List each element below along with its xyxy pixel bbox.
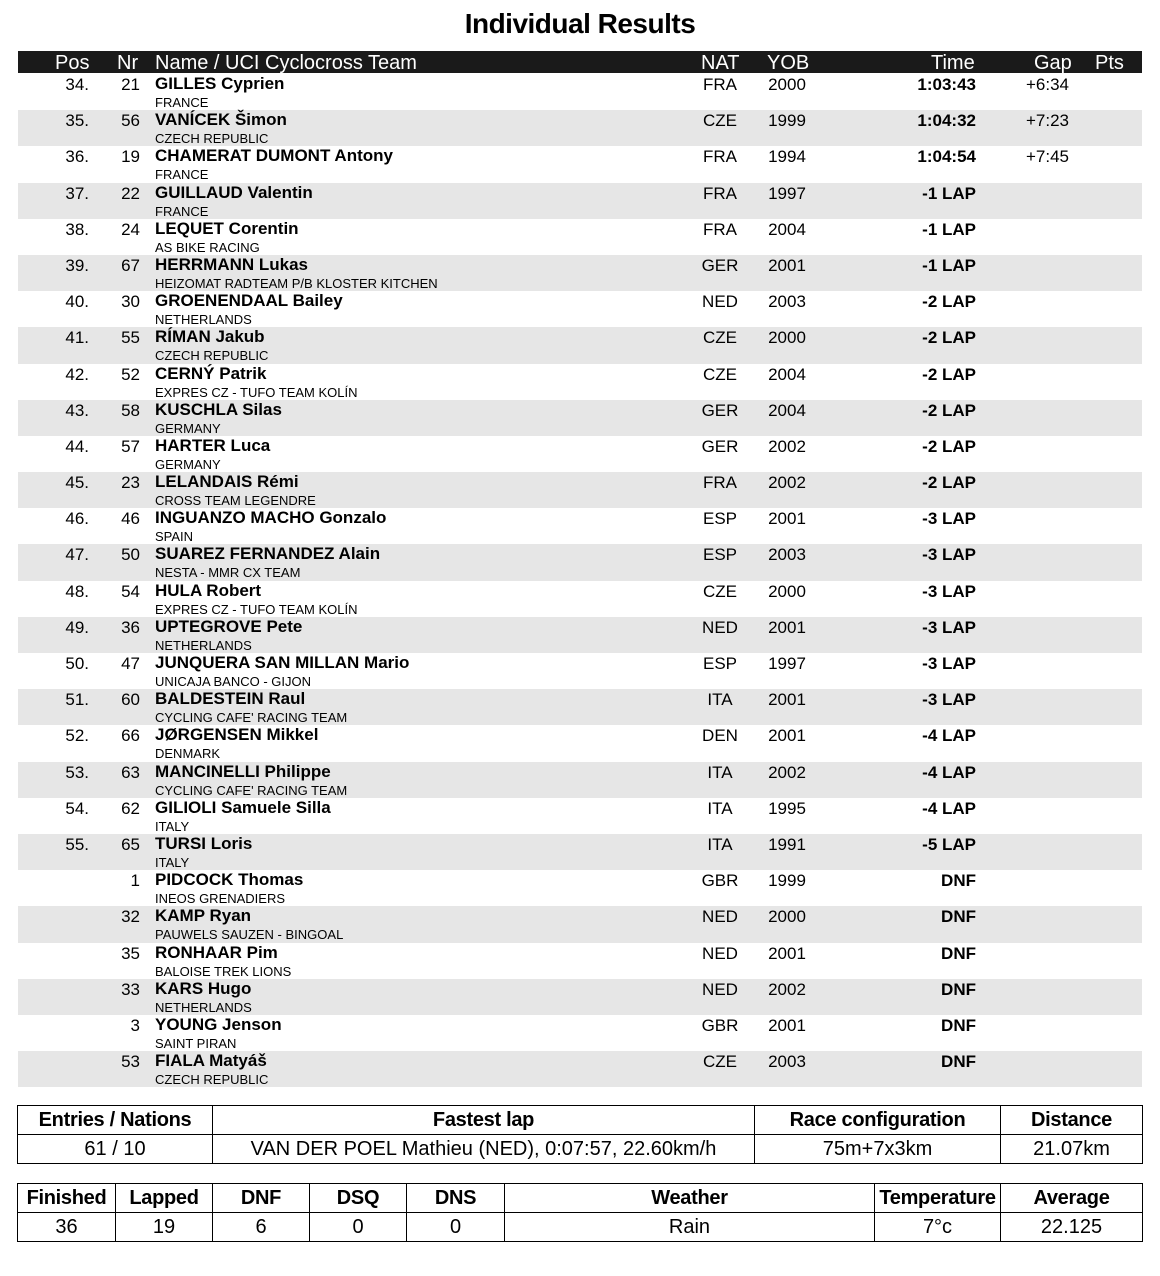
rider-number: 56 [121, 111, 140, 131]
rider-nationality: FRA [703, 75, 737, 94]
rider-number: 23 [121, 473, 140, 493]
table-row [18, 1015, 1142, 1051]
rider-time: 1:04:54 [917, 147, 976, 167]
rider-team: CZECH REPUBLIC [155, 348, 269, 364]
rider-position: 34. [65, 75, 89, 94]
page-title: Individual Results [464, 8, 696, 39]
rider-time: DNF [941, 907, 976, 927]
rider-time: -4 LAP [922, 726, 976, 746]
rider-position: 46. [65, 509, 89, 529]
rider-team: CZECH REPUBLIC [155, 131, 269, 147]
rider-year-of-birth: 2001 [768, 1015, 806, 1035]
summary-entries-value: 61 / 10 [18, 1135, 213, 1164]
stats-lapped-value: 19 [116, 1213, 213, 1242]
rider-year-of-birth: 1994 [768, 147, 806, 167]
rider-name: LELANDAIS Rémi [155, 472, 299, 492]
rider-nationality: FRA [703, 147, 737, 167]
stats-header-dns: DNS [407, 1184, 505, 1213]
rider-number: 1 [130, 871, 140, 891]
rider-name: RONHAAR Pim [155, 942, 278, 962]
stats-dns-value: 0 [407, 1213, 505, 1242]
rider-number: 65 [121, 834, 140, 854]
rider-year-of-birth: 2000 [768, 581, 806, 601]
table-row [18, 74, 1142, 110]
rider-number: 60 [121, 690, 140, 710]
rider-position: 50. [65, 654, 89, 673]
rider-nationality: NED [702, 617, 738, 637]
rider-team: AS BIKE RACING [155, 239, 260, 255]
rider-year-of-birth: 2004 [768, 219, 806, 239]
rider-name: GILIOLI Samuele Silla [155, 797, 331, 817]
table-row [18, 725, 1142, 761]
rider-name: HARTER Luca [155, 435, 271, 455]
rider-name: CERNÝ Patrik [155, 363, 267, 383]
rider-name: UPTEGROVE Pete [155, 616, 303, 636]
rider-number: 3 [130, 1015, 140, 1035]
rider-team: DENMARK [155, 746, 221, 762]
col-header-pts: Pts [1095, 52, 1124, 74]
rider-nationality: NED [702, 979, 738, 999]
summary-fastest-lap-value: VAN DER POEL Mathieu (NED), 0:07:57, 22.60km/h [213, 1135, 755, 1164]
rider-team: HEIZOMAT RADTEAM P/B KLOSTER KITCHEN [155, 275, 438, 291]
rider-nationality: GER [701, 436, 739, 456]
rider-gap: +6:34 [1026, 75, 1070, 94]
rider-time: 1:03:43 [917, 75, 976, 94]
col-header-nat: NAT [701, 52, 740, 74]
rider-time: DNF [941, 1052, 976, 1072]
rider-year-of-birth: 2001 [768, 943, 806, 963]
table-row [18, 581, 1142, 617]
rider-position: 35. [65, 111, 89, 131]
rider-year-of-birth: 2003 [768, 292, 806, 312]
rider-time: -4 LAP [922, 798, 976, 818]
summary-distance-value: 21.07km [1001, 1135, 1143, 1164]
rider-time: -1 LAP [922, 219, 976, 239]
rider-nationality: FRA [703, 219, 737, 239]
results-table-body [18, 74, 1142, 1087]
rider-year-of-birth: 2002 [768, 436, 806, 456]
summary-header-distance: Distance [1001, 1106, 1143, 1135]
rider-year-of-birth: 2002 [768, 979, 806, 999]
rider-year-of-birth: 1995 [768, 798, 806, 818]
stats-average-value: 22.125 [1001, 1213, 1143, 1242]
rider-number: 63 [121, 762, 140, 782]
rider-name: VANÍCEK Šimon [155, 110, 287, 130]
rider-nationality: ITA [707, 690, 733, 710]
rider-number: 30 [121, 292, 140, 312]
rider-year-of-birth: 1997 [768, 654, 806, 673]
col-header-yob: YOB [767, 52, 810, 74]
rider-nationality: CZE [703, 364, 737, 384]
rider-time: -1 LAP [922, 183, 976, 203]
rider-name: BALDESTEIN Raul [155, 689, 306, 709]
rider-position: 38. [65, 219, 89, 239]
rider-nationality: FRA [703, 473, 737, 493]
rider-name: LEQUET Corentin [155, 218, 299, 238]
rider-name: KAMP Ryan [155, 906, 252, 926]
rider-position: 54. [65, 798, 89, 818]
rider-team: NETHERLANDS [155, 999, 252, 1015]
rider-position: 42. [65, 364, 89, 384]
rider-nationality: GBR [701, 1015, 739, 1035]
col-header-name: Name / UCI Cyclocross Team [155, 52, 417, 74]
rider-position: 45. [65, 473, 89, 493]
rider-position: 48. [65, 581, 89, 601]
rider-time: -5 LAP [922, 834, 976, 854]
stats-weather-value: Rain [505, 1213, 875, 1242]
rider-position: 37. [65, 183, 89, 203]
rider-number: 58 [121, 400, 140, 420]
rider-position: 36. [65, 147, 89, 167]
rider-number: 55 [121, 328, 140, 348]
stats-header-average: Average [1001, 1184, 1143, 1213]
rider-nationality: FRA [703, 183, 737, 203]
rider-name: YOUNG Jenson [155, 1014, 282, 1034]
table-row [18, 508, 1142, 544]
rider-time: DNF [941, 871, 976, 891]
rider-name: SUAREZ FERNANDEZ Alain [155, 544, 381, 564]
rider-position: 40. [65, 292, 89, 312]
rider-team: NETHERLANDS [155, 637, 252, 653]
rider-nationality: NED [702, 943, 738, 963]
rider-position: 49. [65, 617, 89, 637]
rider-team: UNICAJA BANCO - GIJON [155, 674, 312, 689]
table-row [18, 979, 1142, 1015]
rider-year-of-birth: 2001 [768, 690, 806, 710]
stats-temperature-value: 7°c [875, 1213, 1001, 1242]
results-table-header [18, 51, 1142, 73]
rider-nationality: CZE [703, 111, 737, 131]
rider-team: GERMANY [155, 420, 221, 436]
rider-number: 24 [121, 219, 140, 239]
stats-finished-value: 36 [18, 1213, 116, 1242]
rider-number: 22 [121, 183, 140, 203]
rider-year-of-birth: 2000 [768, 907, 806, 927]
rider-team: NETHERLANDS [155, 312, 252, 328]
rider-time: -1 LAP [922, 255, 976, 275]
rider-position: 51. [65, 690, 89, 710]
rider-time: -3 LAP [922, 654, 976, 673]
race-stats-table [17, 1183, 1143, 1242]
table-row [18, 870, 1142, 906]
rider-team: FRANCE [155, 167, 209, 183]
stats-dnf-value: 6 [213, 1213, 310, 1242]
rider-team: EXPRES CZ - TUFO TEAM KOLÍN [155, 601, 358, 617]
rider-position: 55. [65, 834, 89, 854]
summary-header-fastest-lap: Fastest lap [213, 1106, 755, 1135]
rider-number: 67 [121, 255, 140, 275]
rider-name: FIALA Matyáš [155, 1051, 267, 1071]
rider-position: 53. [65, 762, 89, 782]
summary-header-race-config: Race configuration [755, 1106, 1001, 1135]
rider-time: DNF [941, 943, 976, 963]
rider-team: ITALY [155, 854, 190, 870]
rider-nationality: ESP [702, 545, 738, 565]
table-row [18, 219, 1142, 255]
rider-name: JØRGENSEN Mikkel [155, 725, 319, 745]
rider-nationality: ITA [707, 762, 733, 782]
rider-time: -2 LAP [922, 292, 976, 312]
rider-team: ITALY [155, 818, 190, 834]
table-row [18, 798, 1142, 834]
rider-nationality: CZE [703, 328, 737, 348]
rider-nationality: DEN [702, 726, 738, 746]
rider-time: 1:04:32 [917, 111, 976, 131]
rider-name: PIDCOCK Thomas [155, 870, 304, 890]
table-row [18, 327, 1142, 363]
rider-position: 39. [65, 255, 89, 275]
table-row [18, 364, 1142, 400]
rider-year-of-birth: 1997 [768, 183, 806, 203]
rider-team: FRANCE [155, 95, 209, 110]
rider-gap: +7:23 [1026, 111, 1070, 131]
rider-name: MANCINELLI Philippe [155, 761, 331, 781]
rider-number: 54 [121, 581, 140, 601]
rider-year-of-birth: 2002 [768, 762, 806, 782]
rider-name: TURSI Loris [155, 833, 253, 853]
table-row [18, 110, 1142, 146]
rider-team: SAINT PIRAN [155, 1035, 237, 1051]
stats-header-lapped: Lapped [116, 1184, 213, 1213]
col-header-nr: Nr [117, 52, 139, 74]
rider-nationality: GBR [701, 871, 739, 891]
rider-team: SPAIN [155, 529, 194, 545]
rider-position: 43. [65, 400, 89, 420]
rider-year-of-birth: 2002 [768, 473, 806, 493]
rider-number: 57 [121, 436, 140, 456]
rider-time: -2 LAP [922, 400, 976, 420]
rider-team: FRANCE [155, 203, 209, 219]
table-row [18, 146, 1142, 182]
rider-year-of-birth: 1991 [768, 834, 806, 854]
summary-header-entries: Entries / Nations [18, 1106, 213, 1135]
rider-nationality: NED [702, 907, 738, 927]
rider-time: -3 LAP [922, 509, 976, 529]
rider-year-of-birth: 2003 [768, 545, 806, 565]
table-row [18, 617, 1142, 653]
summary-race-config-value: 75m+7x3km [755, 1135, 1001, 1164]
rider-position: 47. [65, 545, 89, 565]
rider-number: 33 [121, 979, 140, 999]
rider-position: 44. [65, 436, 89, 456]
rider-number: 52 [121, 364, 140, 384]
rider-name: INGUANZO MACHO Gonzalo [155, 508, 387, 528]
rider-time: DNF [941, 979, 976, 999]
rider-time: -2 LAP [922, 436, 976, 456]
rider-time: -2 LAP [922, 328, 976, 348]
rider-nationality: GER [701, 255, 739, 275]
table-row [18, 255, 1142, 291]
rider-name: KUSCHLA Silas [155, 399, 282, 419]
rider-year-of-birth: 2003 [768, 1052, 806, 1072]
rider-number: 66 [121, 726, 140, 746]
race-summary-table [17, 1105, 1143, 1164]
rider-year-of-birth: 2004 [768, 364, 806, 384]
rider-number: 21 [121, 75, 140, 94]
rider-number: 62 [121, 798, 140, 818]
rider-number: 47 [121, 654, 140, 673]
rider-number: 32 [121, 907, 140, 927]
rider-time: -2 LAP [922, 473, 976, 493]
table-row [18, 943, 1142, 979]
rider-team: EXPRES CZ - TUFO TEAM KOLÍN [155, 384, 358, 400]
rider-time: -4 LAP [922, 762, 976, 782]
rider-team: CYCLING CAFE' RACING TEAM [155, 710, 348, 726]
rider-position: 52. [65, 726, 89, 746]
rider-name: RÍMAN Jakub [155, 327, 265, 347]
rider-number: 46 [121, 509, 140, 529]
rider-nationality: NED [702, 292, 738, 312]
rider-gap: +7:45 [1026, 147, 1070, 167]
rider-nationality: ITA [707, 798, 733, 818]
table-row [18, 291, 1142, 327]
table-row [18, 1051, 1142, 1087]
col-header-gap: Gap [1034, 52, 1072, 74]
stats-header-dnf: DNF [213, 1184, 310, 1213]
table-row [18, 689, 1142, 725]
table-row [18, 400, 1142, 436]
table-row [18, 906, 1142, 942]
rider-year-of-birth: 2000 [768, 328, 806, 348]
table-row [18, 436, 1142, 472]
rider-number: 53 [121, 1052, 140, 1072]
stats-header-weather: Weather [505, 1184, 875, 1213]
rider-time: -2 LAP [922, 364, 976, 384]
rider-name: GILLES Cyprien [155, 74, 285, 93]
rider-year-of-birth: 2001 [768, 617, 806, 637]
stats-dsq-value: 0 [310, 1213, 407, 1242]
stats-header-finished: Finished [18, 1184, 116, 1213]
table-row [18, 544, 1142, 580]
rider-number: 50 [121, 545, 140, 565]
rider-time: -3 LAP [922, 690, 976, 710]
rider-year-of-birth: 2001 [768, 509, 806, 529]
rider-name: KARS Hugo [155, 978, 252, 998]
col-header-pos: Pos [55, 52, 90, 74]
rider-name: HULA Robert [155, 580, 262, 600]
rider-year-of-birth: 1999 [768, 871, 806, 891]
rider-team: GERMANY [155, 456, 221, 472]
rider-nationality: CZE [703, 581, 737, 601]
rider-nationality: ITA [707, 834, 733, 854]
rider-nationality: CZE [703, 1052, 737, 1072]
table-row [18, 762, 1142, 798]
rider-team: INEOS GRENADIERS [155, 891, 286, 907]
table-row [18, 472, 1142, 508]
rider-team: BALOISE TREK LIONS [155, 963, 292, 979]
table-row [18, 653, 1142, 689]
rider-nationality: ESP [702, 509, 738, 529]
rider-name: HERRMANN Lukas [155, 254, 309, 274]
rider-year-of-birth: 1999 [768, 111, 806, 131]
rider-team: CYCLING CAFE' RACING TEAM [155, 782, 348, 798]
rider-year-of-birth: 2001 [768, 255, 806, 275]
rider-time: -3 LAP [922, 581, 976, 601]
rider-number: 36 [121, 617, 140, 637]
table-row [18, 834, 1142, 870]
rider-time: -3 LAP [922, 545, 976, 565]
rider-year-of-birth: 2001 [768, 726, 806, 746]
rider-name: GUILLAUD Valentin [155, 182, 313, 202]
rider-time: -3 LAP [922, 617, 976, 637]
rider-name: CHAMERAT DUMONT Antony [155, 146, 393, 166]
stats-header-temperature: Temperature [875, 1184, 1001, 1213]
col-header-time: Time [931, 52, 975, 74]
rider-name: GROENENDAAL Bailey [155, 291, 343, 311]
rider-team: CROSS TEAM LEGENDRE [155, 493, 316, 509]
rider-team: PAUWELS SAUZEN - BINGOAL [155, 927, 344, 943]
rider-year-of-birth: 2004 [768, 400, 806, 420]
rider-year-of-birth: 2000 [768, 75, 806, 94]
stats-header-dsq: DSQ [310, 1184, 407, 1213]
rider-time: DNF [941, 1015, 976, 1035]
rider-team: CZECH REPUBLIC [155, 1072, 269, 1088]
table-row [18, 183, 1142, 219]
rider-number: 35 [121, 943, 140, 963]
rider-nationality: GER [701, 400, 739, 420]
rider-name: JUNQUERA SAN MILLAN Mario [155, 653, 410, 672]
rider-team: NESTA - MMR CX TEAM [155, 565, 301, 581]
rider-position: 41. [65, 328, 89, 348]
rider-number: 19 [121, 147, 140, 167]
rider-nationality: ESP [702, 654, 738, 673]
